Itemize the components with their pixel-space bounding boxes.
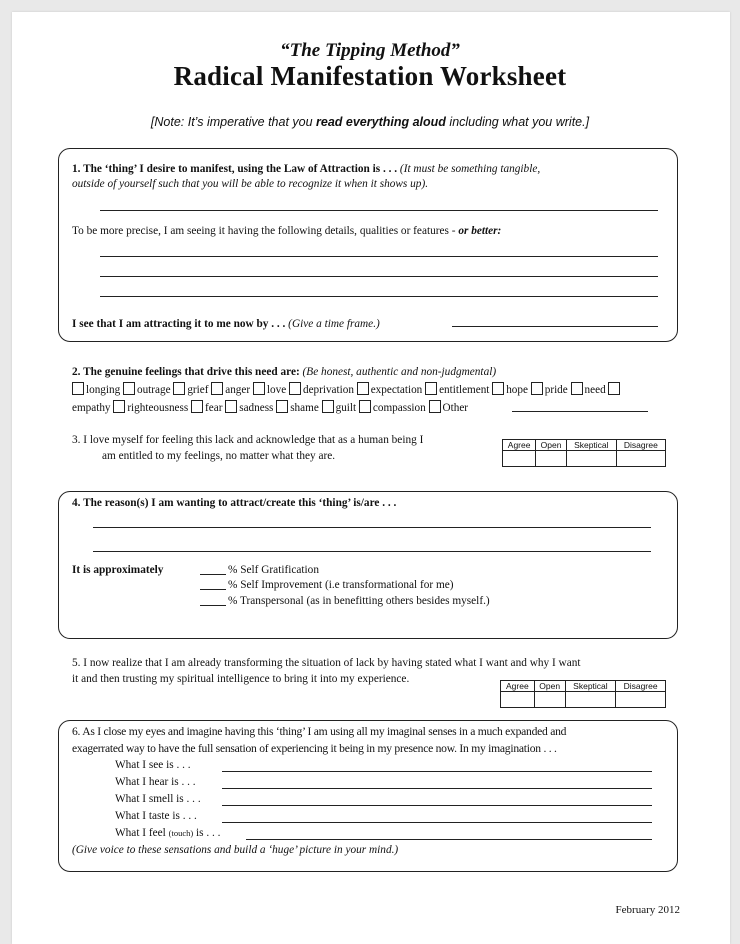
sense-feel-label: What I feel (touch) is . . . [115, 827, 221, 839]
feelings-row-2: empathy righteousness fear sadness shame guilt compassion Other [72, 402, 469, 414]
rating-agree-cell[interactable] [503, 451, 536, 467]
rating-skeptical-label: Skeptical [565, 681, 615, 692]
section-6-text-2: exagerrated way to have the full sensation of experiencing it being in my presence now. In my imagination . . . [72, 742, 557, 755]
section-3-text-2: am entitled to my feelings, no matter what they are. [102, 450, 336, 462]
sense-taste-line[interactable] [222, 822, 652, 823]
reason-line-1[interactable] [93, 527, 651, 528]
checkbox-outrage[interactable] [123, 382, 135, 395]
option-self-improvement: % Self Improvement (i.e transformational for me) [200, 578, 454, 593]
checkbox-guilt[interactable] [322, 400, 334, 413]
reason-line-2[interactable] [93, 551, 651, 552]
rating-skeptical-cell[interactable] [566, 451, 616, 467]
checkbox-empathy[interactable] [608, 382, 620, 395]
rating-skeptical-label: Skeptical [566, 440, 616, 451]
rating-agree-label: Agree [503, 440, 536, 451]
option-transpersonal: % Transpersonal (as in benefitting others besides myself.) [200, 594, 490, 609]
sense-smell-label: What I smell is . . . [115, 793, 201, 805]
section-1-question: 1. The ‘thing’ I desire to manifest, using the Law of Attraction is . . . (It must be something tangible, [72, 163, 541, 175]
section-1-timeframe: I see that I am attracting it to me now by . . . (Give a time frame.) [72, 318, 380, 330]
details-line-2[interactable] [100, 276, 658, 277]
sense-feel-line[interactable] [246, 839, 652, 840]
rating-disagree-cell[interactable] [616, 692, 666, 708]
sense-hear-label: What I hear is . . . [115, 776, 196, 788]
option-self-gratification: % Self Gratification [200, 563, 319, 578]
section-6-text-1: 6. As I close my eyes and imagine having this ‘thing’ I am using all my imaginal senses in a much expanded and [72, 725, 567, 738]
section-3-text-1: 3. I love myself for feeling this lack and acknowledge that as a human being I [72, 434, 424, 446]
section-4-question: 4. The reason(s) I am wanting to attract/create this ‘thing’ is/are . . . [72, 497, 397, 509]
checkbox-compassion[interactable] [359, 400, 371, 413]
section-6-closing: (Give voice to these sensations and build a ‘huge’ picture in your mind.) [72, 844, 399, 856]
other-feeling-line[interactable] [512, 411, 648, 412]
rating-agree-cell[interactable] [501, 692, 535, 708]
checkbox-entitlement[interactable] [425, 382, 437, 395]
section-5-text-2: it and then trusting my spiritual intelligence to bring it into my experience. [72, 673, 410, 685]
details-line-1[interactable] [100, 256, 658, 257]
rating-open-cell[interactable] [536, 451, 567, 467]
details-line-3[interactable] [100, 296, 658, 297]
feelings-row-1: longing outrage grief anger love deprivation expectation entitlement hope pride need [72, 382, 622, 396]
section-1-details: To be more precise, I am seeing it having the following details, qualities or features - or better: [72, 225, 502, 237]
checkbox-grief[interactable] [173, 382, 185, 395]
checkbox-longing[interactable] [72, 382, 84, 395]
sense-smell-line[interactable] [222, 805, 652, 806]
checkbox-need[interactable] [571, 382, 583, 395]
checkbox-pride[interactable] [531, 382, 543, 395]
checkbox-fear[interactable] [191, 400, 203, 413]
timeframe-line[interactable] [452, 326, 658, 327]
sense-hear-line[interactable] [222, 788, 652, 789]
section-1-question-cont: outside of yourself such that you will be able to recognize it when it shows up). [72, 178, 429, 190]
rating-disagree-cell[interactable] [616, 451, 665, 467]
section-5-text-1: 5. I now realize that I am already transforming the situation of lack by having stated what I want and why I want [72, 657, 581, 669]
checkbox-shame[interactable] [276, 400, 288, 413]
checkbox-other[interactable] [429, 400, 441, 413]
checkbox-love[interactable] [253, 382, 265, 395]
percent-blank-1[interactable] [200, 564, 226, 575]
sense-see-label: What I see is . . . [115, 759, 191, 771]
footer-date: February 2012 [615, 904, 680, 916]
checkbox-anger[interactable] [211, 382, 223, 395]
checkbox-sadness[interactable] [225, 400, 237, 413]
percent-blank-2[interactable] [200, 579, 226, 590]
rating-disagree-label: Disagree [616, 440, 665, 451]
checkbox-righteousness[interactable] [113, 400, 125, 413]
rating-open-label: Open [536, 440, 567, 451]
rating-open-label: Open [534, 681, 565, 692]
rating-disagree-label: Disagree [616, 681, 666, 692]
section-5-rating-scale [500, 680, 666, 708]
percent-blank-3[interactable] [200, 595, 226, 606]
page-title: Radical Manifestation Worksheet [173, 61, 567, 91]
checkbox-expectation[interactable] [357, 382, 369, 395]
checkbox-deprivation[interactable] [289, 382, 301, 395]
sense-see-line[interactable] [222, 771, 652, 772]
section-3-rating-scale [502, 439, 666, 467]
rating-skeptical-cell[interactable] [565, 692, 615, 708]
desire-answer-line[interactable] [100, 210, 658, 211]
section-2-question: 2. The genuine feelings that drive this need are: (Be honest, authentic and non-judgmental) [72, 366, 497, 378]
approx-label: It is approximately [72, 564, 164, 576]
sense-taste-label: What I taste is . . . [115, 810, 197, 822]
checkbox-hope[interactable] [492, 382, 504, 395]
method-subtitle: “The Tipping Method” [280, 40, 460, 61]
rating-agree-label: Agree [501, 681, 535, 692]
instruction-note: [Note: It’s imperative that you read everything aloud including what you write.] [150, 115, 590, 129]
rating-open-cell[interactable] [534, 692, 565, 708]
